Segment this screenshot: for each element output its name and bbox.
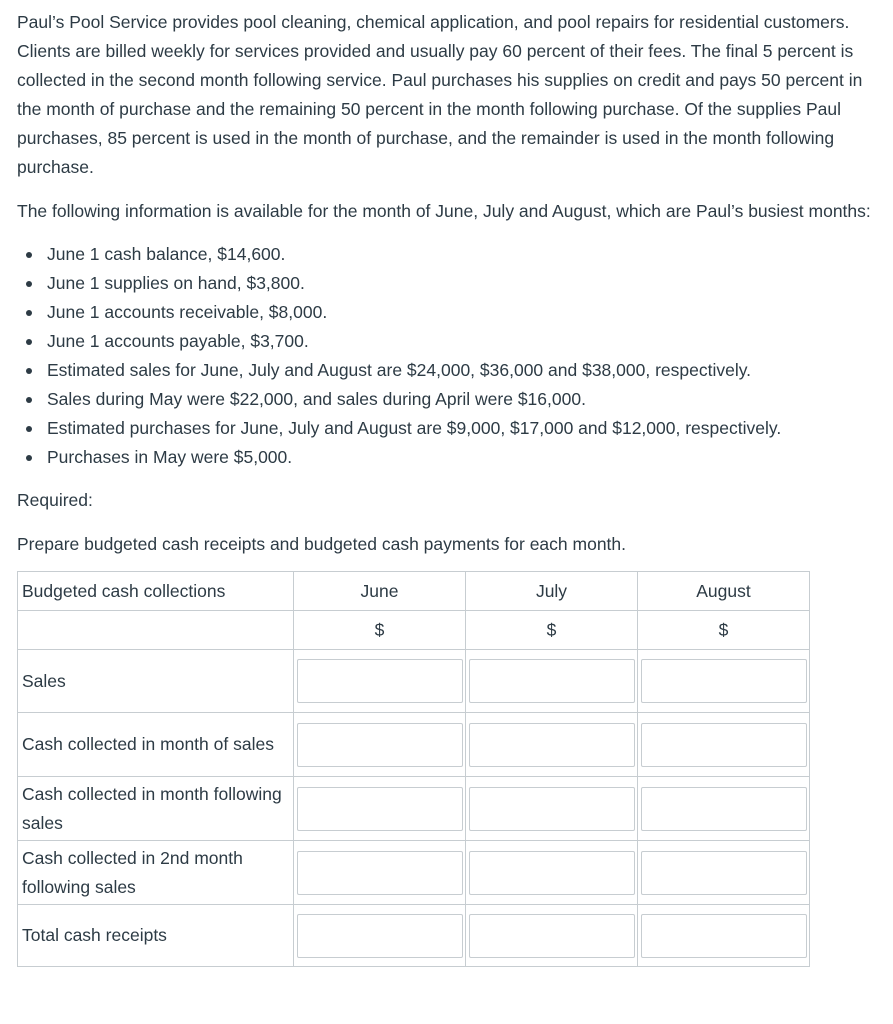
2nd-month-following-july-input[interactable] <box>469 851 635 895</box>
total-june-input[interactable] <box>297 914 463 958</box>
row-label-2nd-month-following: Cash collected in 2nd month following sales <box>22 847 243 897</box>
row-label-cell <box>18 841 294 905</box>
table-row-month-following <box>18 777 810 841</box>
column-header-cell <box>294 572 466 611</box>
input-cell <box>294 905 466 967</box>
table-row-2nd-month-following <box>18 841 810 905</box>
instruction-text: Prepare budgeted cash receipts and budgeted cash payments for each month. <box>17 534 627 554</box>
input-cell <box>294 650 466 713</box>
table-row-sales <box>18 650 810 713</box>
problem-intro: Paul’s Pool Service provides pool cleaning, chemical application, and pool repairs for residential customers. Clients are billed weekly for services provided and usually pay 60 percent of their fees. The final 5 percent is collected in the second month following service. Paul purchases his supplies on credit and pays 50 percent in the month of purchase and the remaining 50 percent in the month following purchase. Of the supplies Paul purchases, 85 percent is used in the month of purchase, and the remainder is used in the month following purchase. <box>17 12 863 177</box>
currency-symbol-july: $ <box>546 619 557 640</box>
currency-cell <box>466 611 638 650</box>
sales-july-input[interactable] <box>469 659 635 703</box>
row-label-cell <box>18 713 294 777</box>
input-cell <box>294 841 466 905</box>
input-cell <box>466 905 638 967</box>
row-label-sales: Sales <box>22 670 66 691</box>
column-header-june: June <box>360 580 399 601</box>
input-cell <box>638 905 810 967</box>
table-header-row <box>18 572 810 611</box>
input-cell <box>638 841 810 905</box>
budget-table <box>17 571 810 967</box>
row-label-cell <box>18 905 294 967</box>
input-cell <box>638 650 810 713</box>
table-title-cell <box>18 572 294 611</box>
2nd-month-following-august-input[interactable] <box>641 851 807 895</box>
input-cell <box>294 777 466 841</box>
input-cell <box>466 841 638 905</box>
sales-august-input[interactable] <box>641 659 807 703</box>
2nd-month-following-june-input[interactable] <box>297 851 463 895</box>
fact-item: June 1 cash balance, $14,600. <box>47 240 875 269</box>
month-following-august-input[interactable] <box>641 787 807 831</box>
fact-item: Estimated sales for June, July and August are $24,000, $36,000 and $38,000, respectively. <box>47 356 875 385</box>
month-of-sales-august-input[interactable] <box>641 723 807 767</box>
row-label-total: Total cash receipts <box>22 925 167 945</box>
required-heading: Required: <box>17 490 93 510</box>
month-following-july-input[interactable] <box>469 787 635 831</box>
sales-june-input[interactable] <box>297 659 463 703</box>
info-lead: The following information is available for the month of June, July and August, which are Paul’s busiest months: <box>17 201 871 221</box>
column-header-july: July <box>535 580 568 601</box>
input-cell <box>466 650 638 713</box>
month-of-sales-july-input[interactable] <box>469 723 635 767</box>
column-header-cell <box>466 572 638 611</box>
input-cell <box>466 713 638 777</box>
table-row-total <box>18 905 810 967</box>
month-following-june-input[interactable] <box>297 787 463 831</box>
column-header-august: August <box>696 580 751 601</box>
input-cell <box>294 713 466 777</box>
fact-item: Purchases in May were $5,000. <box>47 443 875 472</box>
input-cell <box>638 777 810 841</box>
facts-list <box>17 240 875 472</box>
table-title: Budgeted cash collections <box>22 580 226 601</box>
row-label-cell <box>18 650 294 713</box>
currency-row <box>18 611 810 650</box>
currency-symbol-june: $ <box>374 619 385 640</box>
total-july-input[interactable] <box>469 914 635 958</box>
currency-cell <box>638 611 810 650</box>
fact-item: June 1 accounts payable, $3,700. <box>47 327 875 356</box>
fact-item: June 1 accounts receivable, $8,000. <box>47 298 875 327</box>
month-of-sales-june-input[interactable] <box>297 723 463 767</box>
table-row-month-of-sales <box>18 713 810 777</box>
fact-item: June 1 supplies on hand, $3,800. <box>47 269 875 298</box>
input-cell <box>466 777 638 841</box>
row-label-cell <box>18 777 294 841</box>
column-header-cell <box>638 572 810 611</box>
row-label-month-of-sales: Cash collected in month of sales <box>22 734 274 754</box>
row-label-month-following: Cash collected in month following sales <box>22 783 282 833</box>
currency-symbol-august: $ <box>718 619 729 640</box>
fact-item: Sales during May were $22,000, and sales during April were $16,000. <box>47 385 875 414</box>
currency-cell <box>294 611 466 650</box>
input-cell <box>638 713 810 777</box>
fact-item: Estimated purchases for June, July and August are $9,000, $17,000 and $12,000, respectively. <box>47 414 875 443</box>
total-august-input[interactable] <box>641 914 807 958</box>
empty-label-cell <box>18 611 294 650</box>
